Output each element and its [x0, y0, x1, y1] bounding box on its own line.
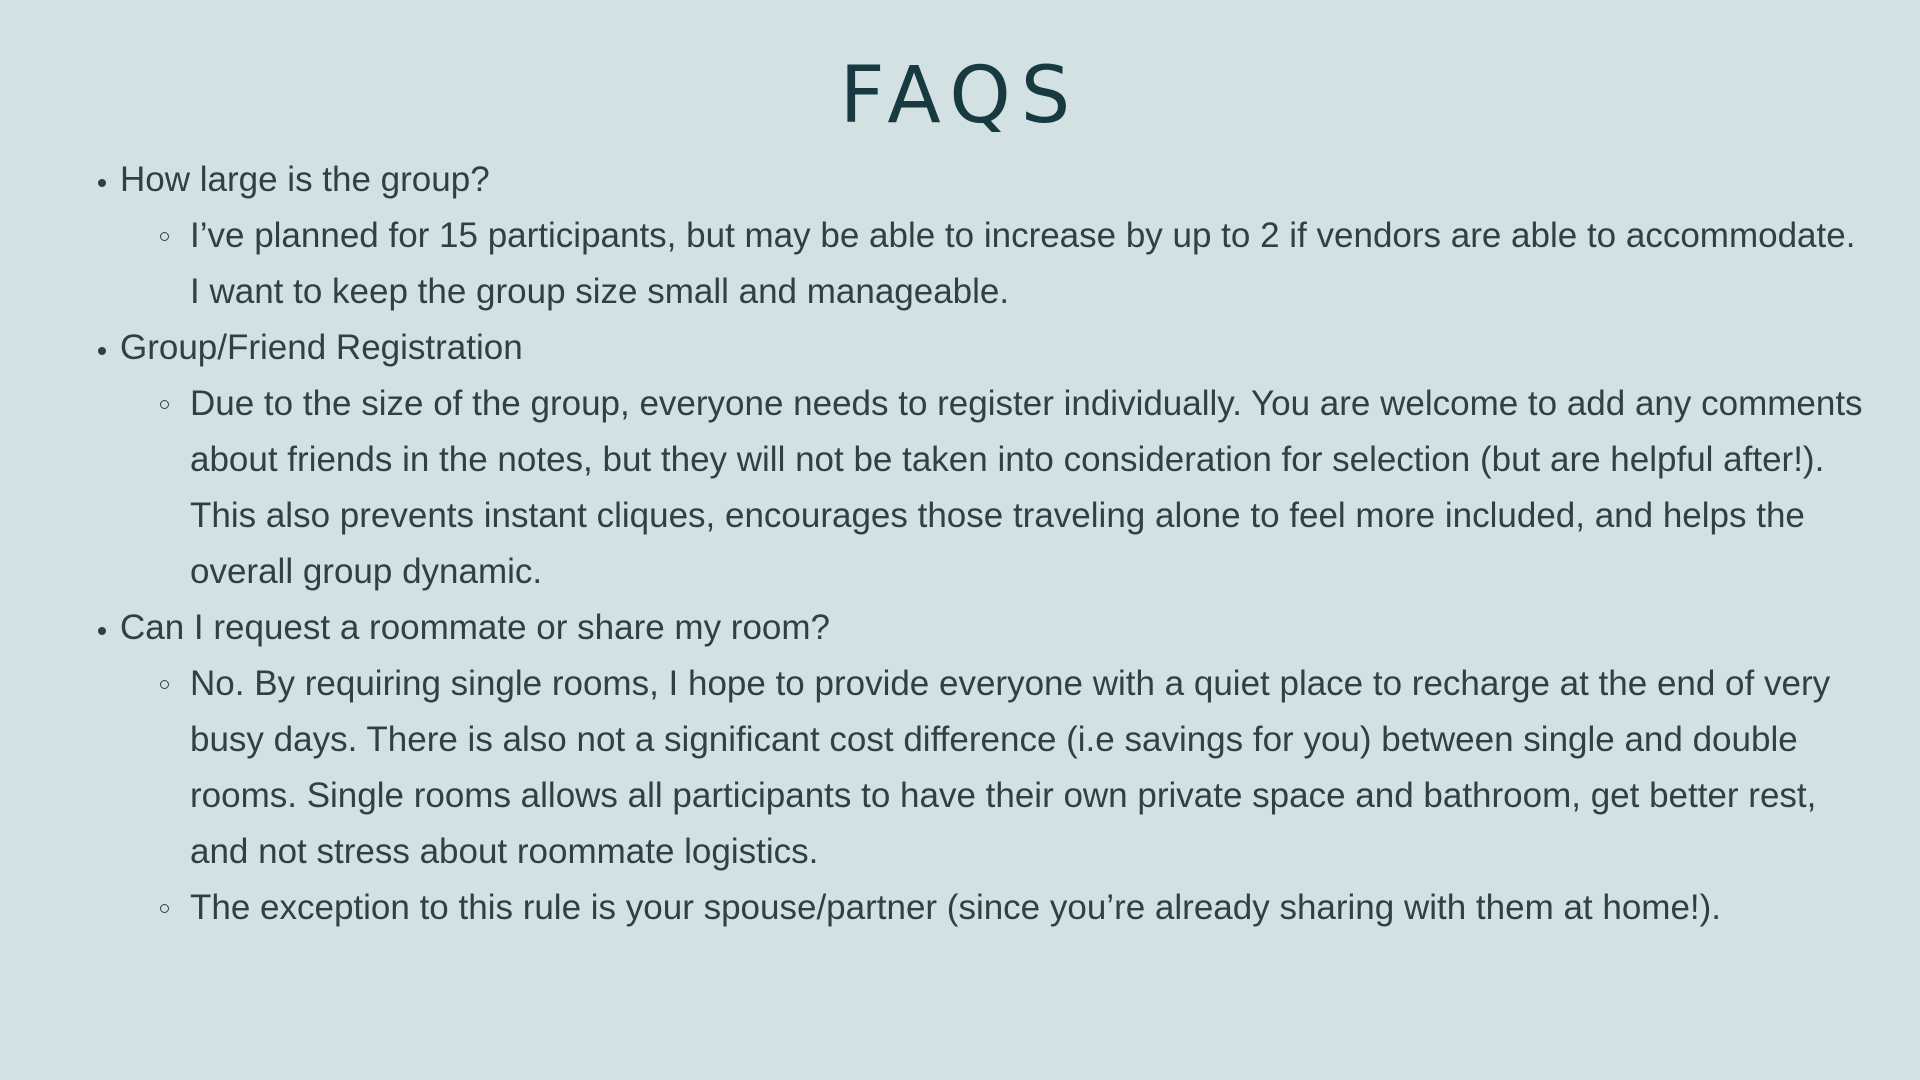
faq-item: [92, 320, 1872, 600]
hollow-bullet-icon: [160, 904, 169, 913]
faq-answers: [120, 208, 1872, 320]
faq-item: [92, 600, 1872, 936]
faq-answer-text: I’ve planned for 15 participants, but may be able to increase by up to 2 if vendors are able to accommodate. I want to keep the group size small and manageable.: [190, 216, 1856, 311]
faq-answers: [120, 656, 1872, 936]
faq-question: Group/Friend Registration: [120, 328, 523, 367]
faq-answer: [120, 376, 1870, 600]
faq-answer-text: The exception to this rule is your spouse/partner (since you’re already sharing with them at home!).: [190, 888, 1722, 927]
bullet-icon: [98, 627, 106, 635]
faq-answer-text: Due to the size of the group, everyone needs to register individually. You are welcome to add any comments about friends in the notes, but they will not be taken into consideration for selection (but are helpful after!). This also prevents instant cliques, encourages those traveling alone to feel more included, and helps the overall group dynamic.: [190, 384, 1863, 591]
faq-item: [92, 152, 1872, 320]
hollow-bullet-icon: [160, 400, 169, 409]
page-title: FAQS: [839, 51, 1081, 141]
faq-answer-text: No. By requiring single rooms, I hope to provide everyone with a quiet place to recharge at the end of very busy days. There is also not a significant cost difference (i.e savings for you) between single and double rooms. Single rooms allows all participants to have their own private space and bathroom, get better rest, and not stress about roommate logistics.: [190, 664, 1831, 871]
hollow-bullet-icon: [160, 232, 169, 241]
bullet-icon: [98, 179, 106, 187]
faq-question: Can I request a roommate or share my room?: [120, 608, 831, 647]
faq-answer: [120, 208, 1870, 320]
faq-answer: [120, 880, 1870, 936]
bullet-icon: [98, 347, 106, 355]
hollow-bullet-icon: [160, 680, 169, 689]
faq-answer: [120, 656, 1870, 880]
faq-answers: [120, 376, 1872, 600]
faq-question: How large is the group?: [120, 160, 490, 199]
faq-list: [92, 152, 1872, 936]
